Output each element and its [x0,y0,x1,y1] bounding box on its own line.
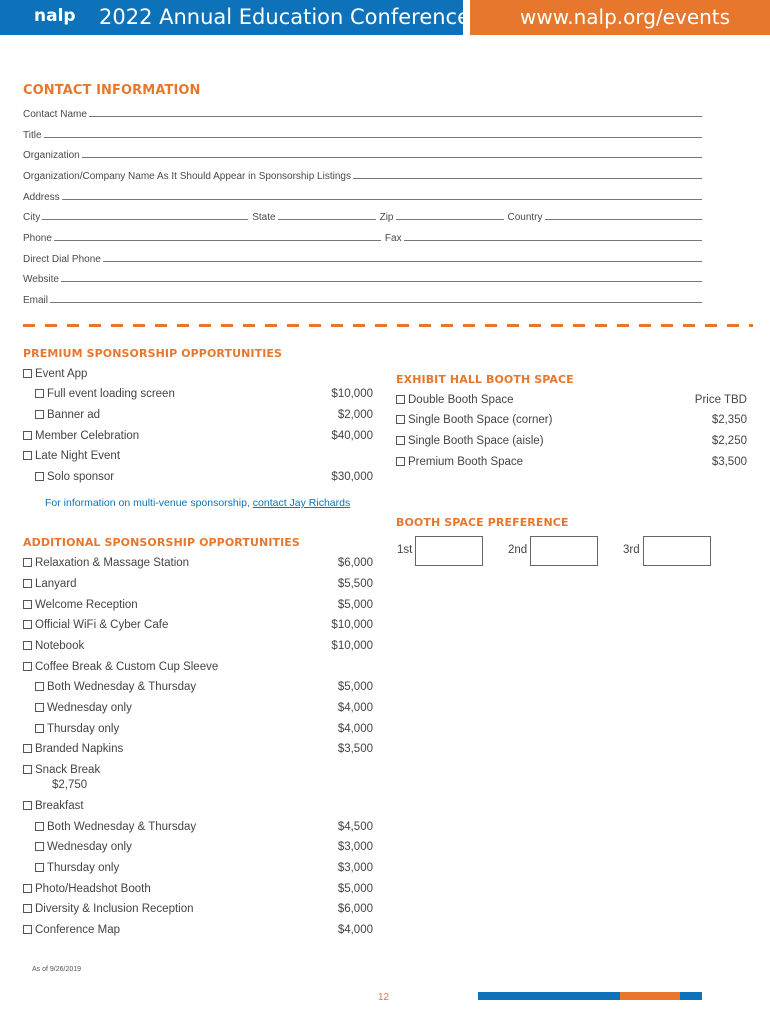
option-event-app[interactable]: Event App [23,368,87,380]
price: Price TBD [694,394,747,406]
checkbox[interactable] [396,395,405,404]
price: $4,000 [337,924,373,936]
city-field[interactable] [42,219,248,220]
checkbox[interactable] [23,904,32,913]
option-breakfast-thursday[interactable]: Thursday only [35,862,119,874]
option-conference-map[interactable]: Conference Map [23,924,120,936]
field-label: Address [23,192,60,203]
option-diversity-reception[interactable]: Diversity & Inclusion Reception [23,903,194,915]
email-field[interactable] [23,292,702,306]
option-premium-booth[interactable]: Premium Booth Space [396,456,523,468]
checkbox[interactable] [396,415,405,424]
price: $10,000 [331,619,373,631]
checkbox[interactable] [35,389,44,398]
zip-label: Zip [379,212,394,223]
second-choice-label: 2nd [508,544,528,556]
option-banner-ad[interactable]: Banner ad [35,409,100,421]
option-coffee-wednesday[interactable]: Wednesday only [35,702,132,714]
option-double-booth[interactable]: Double Booth Space [396,394,514,406]
additional-section-title: ADDITIONAL SPONSORSHIP OPPORTUNITIES [23,536,300,549]
checkbox[interactable] [23,451,32,460]
price: $10,000 [331,640,373,652]
checkbox[interactable] [23,620,32,629]
checkbox[interactable] [23,925,32,934]
footer-bar [478,992,620,1000]
checkbox[interactable] [35,842,44,851]
option-notebook[interactable]: Notebook [23,640,84,652]
state-field[interactable] [278,219,376,220]
phone-fax-row [23,230,702,244]
address-field[interactable] [23,189,702,203]
footer-bar [680,992,702,1000]
footer-bar [620,992,680,1000]
checkbox[interactable] [35,822,44,831]
checkbox[interactable] [23,369,32,378]
option-coffee-break[interactable]: Coffee Break & Custom Cup Sleeve [23,661,218,673]
multi-venue-note: For information on multi-venue sponsorship, contact Jay Richards [45,497,351,509]
second-choice-input[interactable] [530,536,598,566]
nalp-logo: nalp [34,6,76,26]
third-choice-label: 3rd [623,544,640,556]
field-label: Website [23,274,59,285]
checkbox[interactable] [23,765,32,774]
option-welcome-reception[interactable]: Welcome Reception [23,599,138,611]
option-member-celebration[interactable]: Member Celebration [23,430,139,442]
premium-section-title: PREMIUM SPONSORSHIP OPPORTUNITIES [23,347,283,360]
checkbox[interactable] [23,431,32,440]
checkbox[interactable] [23,579,32,588]
price: $2,000 [337,409,373,421]
first-choice-label: 1st [397,544,413,556]
price: $4,000 [337,723,373,735]
price: $3,500 [711,456,747,468]
field-label: Title [23,130,42,141]
checkbox[interactable] [396,436,405,445]
checkbox[interactable] [23,801,32,810]
checkbox[interactable] [23,744,32,753]
checkbox[interactable] [35,724,44,733]
price: $40,000 [331,430,373,442]
contact-name-field[interactable] [23,106,702,120]
price: $5,000 [337,883,373,895]
third-choice-input[interactable] [643,536,711,566]
direct-dial-field[interactable] [23,251,702,265]
organization-field[interactable] [23,147,702,161]
fax-label: Fax [384,233,402,244]
option-branded-napkins[interactable]: Branded Napkins [23,743,123,755]
preference-section-title: BOOTH SPACE PREFERENCE [396,516,569,529]
checkbox[interactable] [396,457,405,466]
website-field[interactable] [23,271,702,285]
checkbox[interactable] [23,662,32,671]
field-label: Organization/Company Name As It Should Appear in Sponsorship Listings [23,171,351,182]
option-solo-sponsor[interactable]: Solo sponsor [35,471,114,483]
option-coffee-thursday[interactable]: Thursday only [35,723,119,735]
phone-label: Phone [23,233,52,244]
option-coffee-both-days[interactable]: Both Wednesday & Thursday [35,681,196,693]
price: $4,500 [337,821,373,833]
price: $6,000 [337,557,373,569]
country-label: Country [507,212,543,223]
option-lanyard[interactable]: Lanyard [23,578,77,590]
option-breakfast-both-days[interactable]: Both Wednesday & Thursday [35,821,196,833]
price: $2,250 [711,435,747,447]
option-wifi-cyber-cafe[interactable]: Official WiFi & Cyber Cafe [23,619,168,631]
price: $3,000 [337,841,373,853]
conference-title: 2022 Annual Education Conference [99,5,471,29]
option-loading-screen[interactable]: Full event loading screen [35,388,175,400]
price: $3,500 [337,743,373,755]
city-label: City [23,212,41,223]
price: $5,500 [337,578,373,590]
price: $6,000 [337,903,373,915]
first-choice-input[interactable] [415,536,483,566]
checkbox[interactable] [23,641,32,650]
fax-field[interactable] [404,240,702,241]
zip-field[interactable] [396,219,504,220]
price: $2,750 [52,779,88,791]
price: $5,000 [337,599,373,611]
checkbox[interactable] [35,703,44,712]
checkbox[interactable] [35,682,44,691]
phone-field[interactable] [54,240,381,241]
field-label: Direct Dial Phone [23,254,101,265]
field-label: Contact Name [23,109,87,120]
city-state-zip-country-row [23,209,702,223]
price: $10,000 [331,388,373,400]
option-breakfast[interactable]: Breakfast [23,800,84,812]
contact-jay-richards-link[interactable]: contact Jay Richards [252,497,351,509]
option-breakfast-wednesday[interactable]: Wednesday only [35,841,132,853]
price: $5,000 [337,681,373,693]
checkbox[interactable] [35,410,44,419]
section-divider [23,324,753,327]
price: $2,350 [711,414,747,426]
option-photo-booth[interactable]: Photo/Headshot Booth [23,883,151,895]
price: $3,000 [337,862,373,874]
option-relaxation-massage[interactable]: Relaxation & Massage Station [23,557,189,569]
field-label: Email [23,295,49,306]
page-number: 12 [378,992,390,1003]
checkbox[interactable] [23,884,32,893]
option-single-booth-corner[interactable]: Single Booth Space (corner) [396,414,552,426]
events-url-link[interactable]: www.nalp.org/events [520,5,731,29]
option-snack-break[interactable]: Snack Break [23,764,100,776]
checkbox[interactable] [23,600,32,609]
exhibit-section-title: EXHIBIT HALL BOOTH SPACE [396,373,574,386]
listing-name-field[interactable] [23,168,702,182]
checkbox[interactable] [35,863,44,872]
checkbox[interactable] [35,472,44,481]
price: $30,000 [331,471,373,483]
price: $4,000 [337,702,373,714]
option-single-booth-aisle[interactable]: Single Booth Space (aisle) [396,435,544,447]
contact-section-title: CONTACT INFORMATION [23,83,201,98]
field-label: Organization [23,150,80,161]
checkbox[interactable] [23,558,32,567]
as-of-date: As of 9/26/2019 [32,966,82,973]
state-label: State [252,212,276,223]
country-field[interactable] [545,219,702,220]
option-late-night-event[interactable]: Late Night Event [23,450,120,462]
title-field[interactable] [23,127,702,141]
